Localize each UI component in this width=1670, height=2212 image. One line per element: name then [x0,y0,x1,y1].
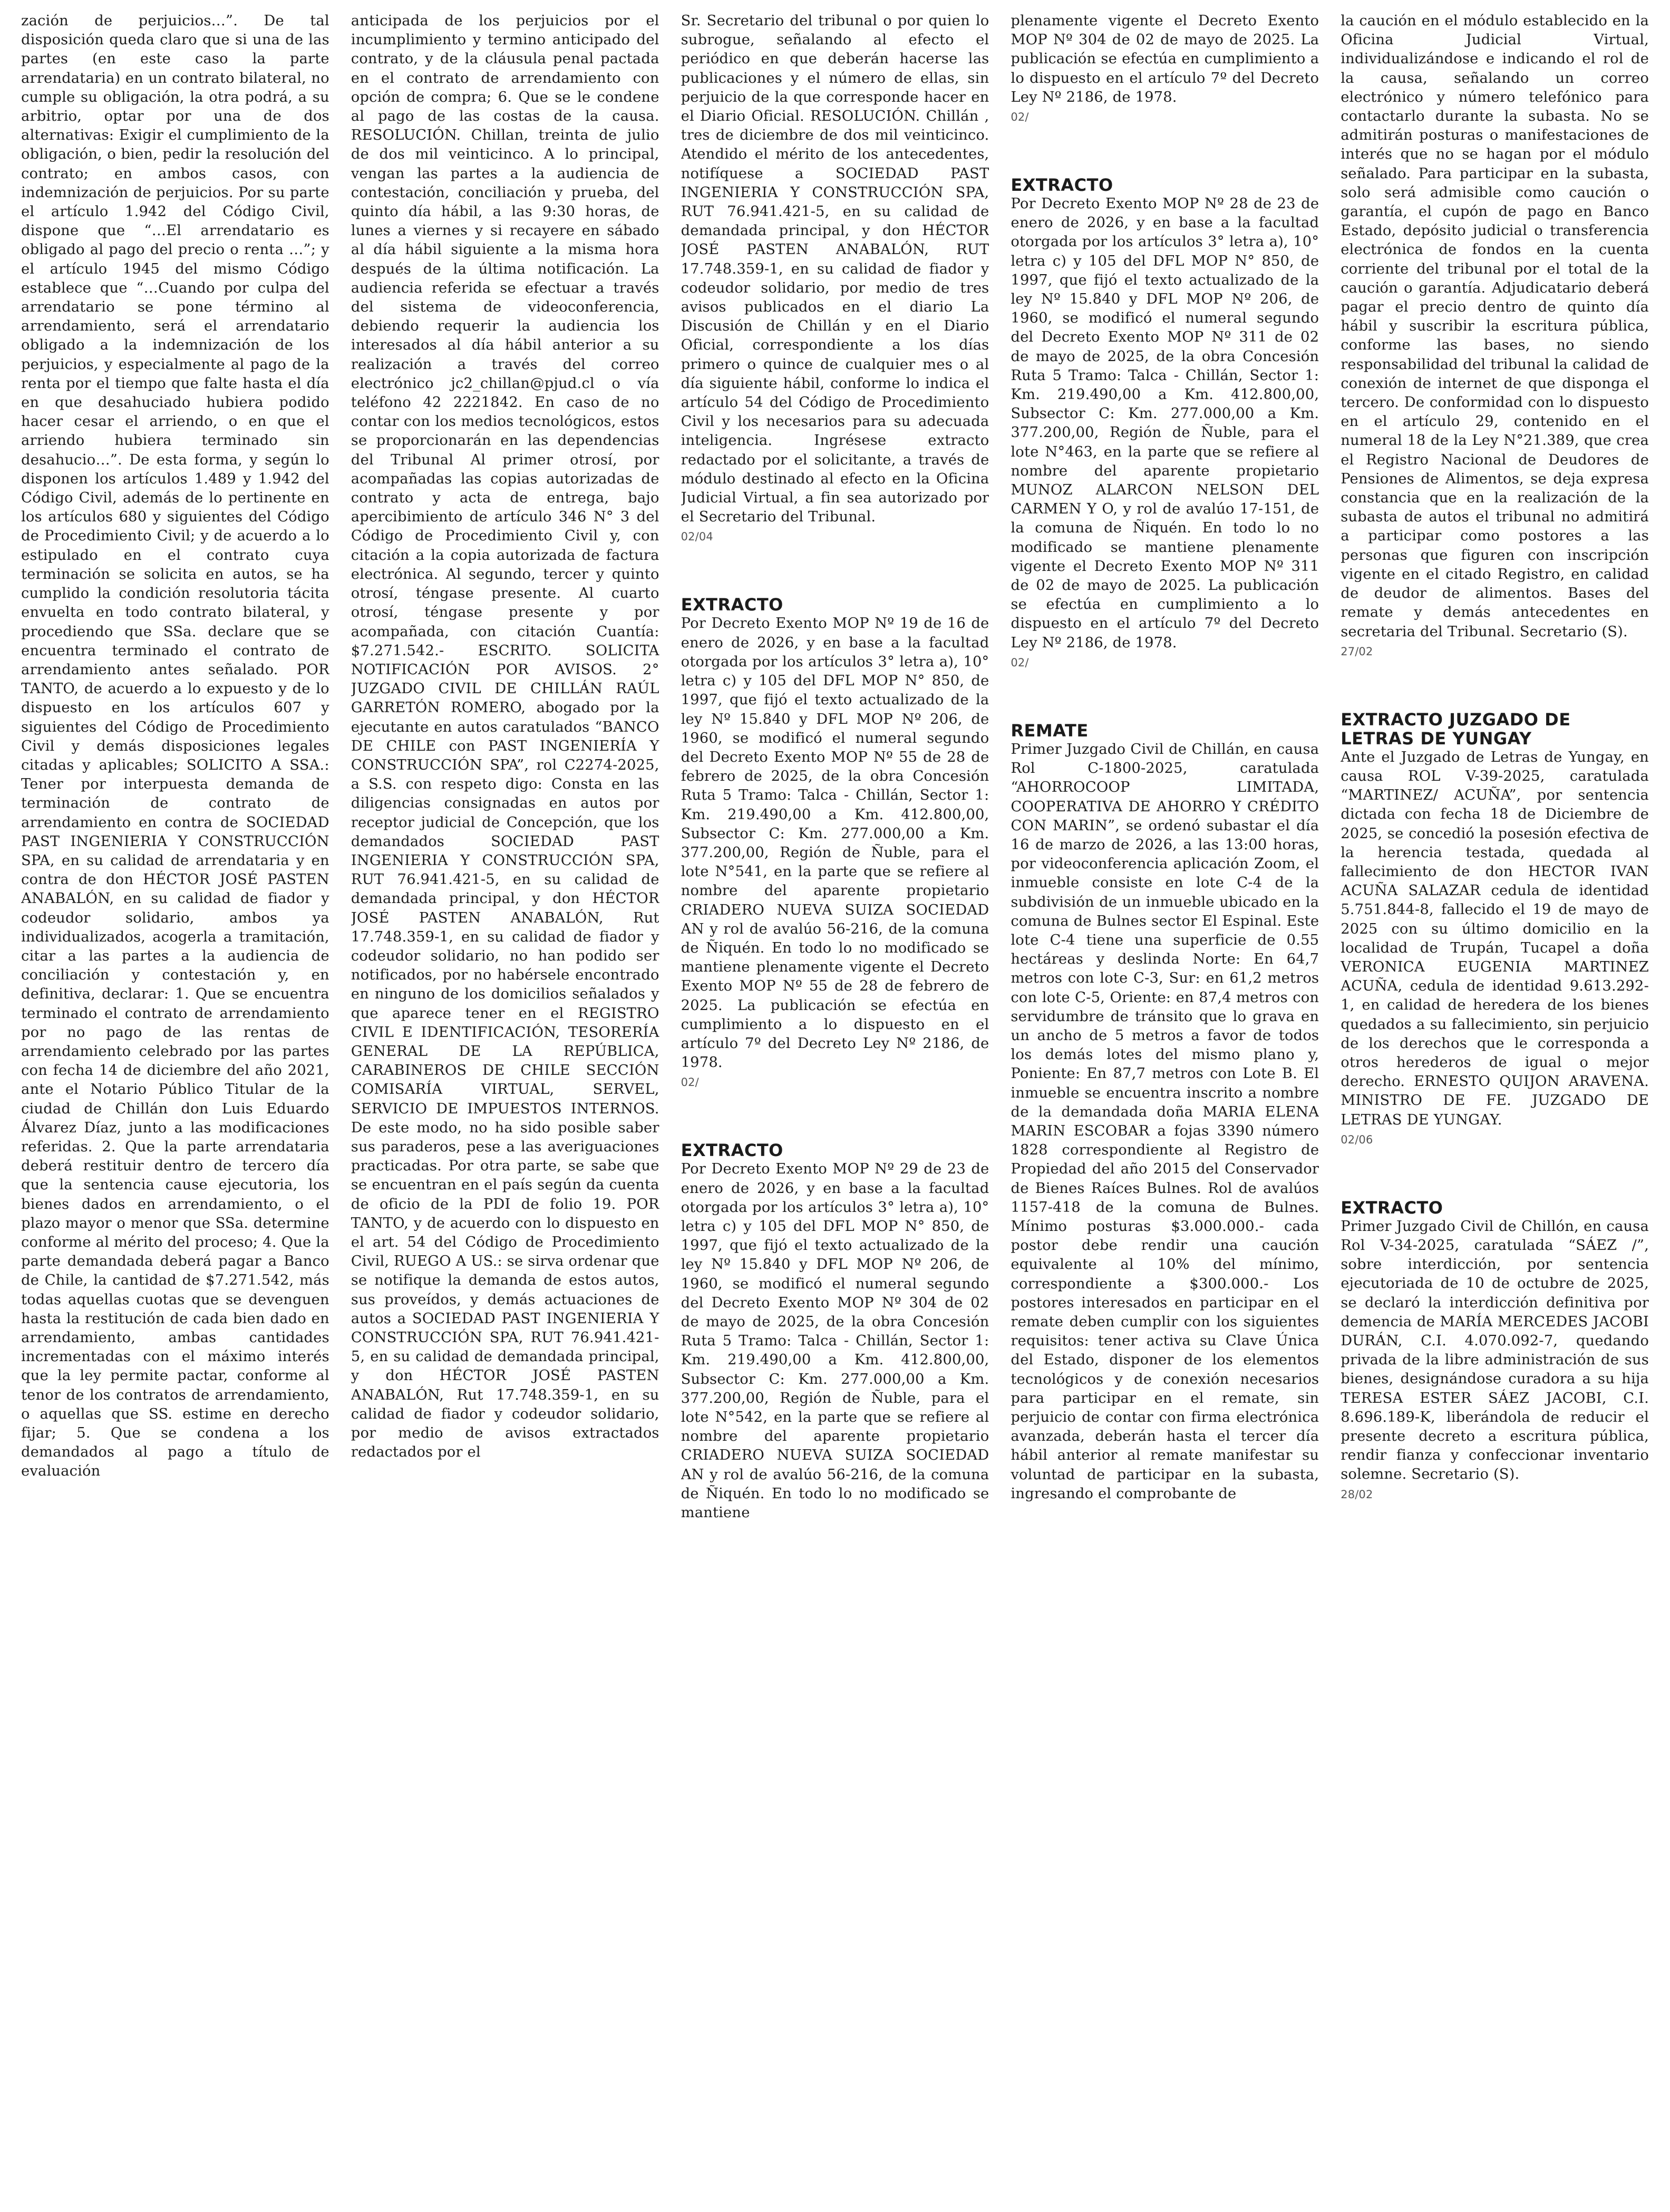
notice-code: 02/ [1011,111,1029,124]
notice-body: Por Decreto Exento MOP Nº 29 de 23 de enero de 2026, y en base a la facultad otorgada por los artículos 3° letra a), 10° letra c) y 105 del DFL MOP N° 850, de 1997, que fijó el texto actualizado de la ley Nº 15.840 y DFL MOP Nº 206, de 1960, se modificó el numeral segundo del Decreto Exento MOP Nº 304 de 02 de mayo de 2025, de la obra Concesión Ruta 5 Tramo: Talca - Chillán, Sector 1: Km. 219.490,00 a Km. 412.800,00, Subsector C: Km. 277.000,00 a Km. 377.200,00, Región de Ñuble, para el lote N°542, en la parte que se refiere al nombre del aparente propietario CRIADERO NUEVA SUIZA SOCIEDAD AN y rol de avalúo 56-216, de la comuna de Ñiquén. En todo lo no modificado se mantiene [681,1161,989,1521]
column-2 [351,12,659,2205]
notice-code: 02/04 [681,530,713,544]
notice-continuation [1341,12,1649,659]
notice-remate [1011,721,1319,1503]
notice-code: 02/06 [1341,1133,1373,1146]
notice-code: 02/ [681,1076,699,1089]
notice-body: Primer Juzgado Civil de Chillón, en causa Rol V-34-2025, caratulada “SÁEZ /”, sobre interdicción, por sentencia ejecutoriada de 10 de octubre de 2025, se declaró la interdicción definitiva por demencia de MARÍA MERCEDES JACOBI DURÁN, C.I. 4.070.092-7, quedando privada de la libre administración de sus bienes, designándose curadora a su hija TERESA ESTER SÁEZ JACOBI, C.I. 8.696.189-K, liberándola de reducir el presente decreto a escritura pública, rendir fianza y confeccionar inventario solemne. Secretario (S). [1341,1218,1649,1483]
column-1 [21,12,329,2205]
notice-body: Sr. Secretario del tribunal o por quien lo subrogue, señalando al efecto el periódico en que deberán hacerse las publicaciones y el número de ellas, sin perjuicio de la que corresponde hacer en el Diario Oficial. RESOLUCIÓN. Chillán , tres de diciembre de dos mil veinticinco. Atendido el mérito de los antecedentes, notifíquese a SOCIEDAD PAST INGENIERIA Y CONSTRUCCIÓN SPA, RUT 76.941.421-5, en su calidad de demandada principal, y don HÉCTOR JOSÉ PASTEN ANABALÓN, RUT 17.748.359-1, en su calidad de fiador y codeudor solidario, por medio de tres avisos publicados en el diario La Discusión de Chillán y en el Diario Oficial, correspondiente a los días primero o quince de cualquier mes o al día siguiente hábil, conforme lo indica el artículo 54 del Código de Procedimiento Civil y los necesarios para su adecuada inteligencia. Ingrésese extracto redactado por el solicitante, a través de módulo destinado al efecto en la Oficina Judicial Virtual, a fin sea autorizado por el Secretario del Tribunal. [681,13,989,526]
notice-code: 28/02 [1341,1488,1373,1501]
notice-heading: EXTRACTO JUZGADO DE LETRAS DE YUNGAY [1341,709,1571,749]
notice-heading: EXTRACTO [681,595,783,615]
notice-extracto [1011,176,1319,671]
notice-body: la caución en el módulo establecido en la Oficina Judicial Virtual, individualizándose e indicando el rol de la causa, señalando un correo electrónico y número telefónico para contactarlo durante la subasta. No se admitirán posturas o manifestaciones de interés que no se hagan por el módulo señalado. Para participar en la subasta, solo será admisible como caución o garantía, el cupón de pago en Banco Estado, depósito judicial o transferencia electrónica de fondos en la cuenta corriente del tribunal por el total de la caución o garantía. Adjudicatario deberá pagar el precio dentro de quinto día hábil y suscribir la escritura pública, conforme las bases, no siendo responsabilidad del tribunal la calidad de conexión de internet de que disponga el tercero. De conformidad con lo dispuesto en el artículo 29, contenido en el numeral 18 de la Ley N°21.389, que crea el Registro Nacional de Deudores de Pensiones de Alimentos, se deja expresa constancia que en la realización de la subasta de autos el tribunal no admitirá a participar como postores a las personas que figuren con inscripción vigente en el citado Registro, en calidad de deudor de alimentos. Bases del remate y demás antecedentes en secretaria del Tribunal. Secretario (S). [1341,13,1649,640]
notice-continuation [681,12,989,545]
column-5 [1341,12,1649,2205]
notice-continuation [1011,12,1319,125]
column-4 [1011,12,1319,2205]
notice-code: 27/02 [1341,645,1373,658]
notice-body: Por Decreto Exento MOP Nº 19 de 16 de enero de 2026, y en base a la facultad otorgada por los artículos 3° letra a), 10° letra c) y 105 del DFL MOP N° 850, de 1997, que fijó el texto actualizado de la ley Nº 15.840 y DFL MOP Nº 206, de 1960, se modificó el numeral segundo del Decreto Exento MOP Nº 55 de 28 de febrero de 2025, de la obra Concesión Ruta 5 Tramo: Talca - Chillán, Sector 1: Km. 219.490,00 a Km. 412.800,00, Subsector C: Km. 277.000,00 a Km. 377.200,00, Región de Ñuble, para el lote N°541, en la parte que se refiere al nombre del aparente propietario CRIADERO NUEVA SUIZA SOCIEDAD AN y rol de avalúo 56-216, de la comuna de Ñiquén. En todo lo no modificado se mantiene plenamente vigente el Decreto Exento MOP Nº 55 de 28 de febrero de 2025. La publicación se efectúa en cumplimiento a lo dispuesto en el artículo 7º del Decreto Ley Nº 2186, de 1978. [681,615,989,1071]
notice-heading: EXTRACTO [681,1140,783,1161]
notice-body: zación de perjuicios…”. De tal disposición queda claro que si una de las partes (en este caso la parte arrendataria) en un contrato bilateral, no cumple su obligación, la otra podrá, a su arbitrio, optar por una de dos alternativas: Exigir el cumplimiento de la obligación, o bien, pedir la resolución del contrato; en ambos casos, con indemnización de perjuicios. Por su parte el artículo 1.942 del Código Civil, dispone que “…El arrendatario es obligado al pago del precio o renta …”; y el artículo 1945 del mismo Código establece que “…Cuando por culpa del arrendatario se pone término al arrendamiento, será el arrendatario obligado a la indemnización de los perjuicios, y especialmente al pago de la renta por el tiempo que falte hasta el día en que desahuciado hubiera podido hacer cesar el arriendo, o en que el arriendo hubiera terminado sin desahucio…”. De esta forma, y según lo disponen los artículos 1.489 y 1.942 del Código Civil, además de lo pertinente en los artículos 680 y siguientes del Código de Procedimiento Civil; y de acuerdo a lo estipulado en el contrato cuya terminación se solicita en autos, se ha cumplido la condición resolutoria tácita envuelta en todo contrato bilateral, y procediendo que SSa. declare que se encuentra terminado el contrato de arrendamiento antes señalado. POR TANTO, de acuerdo a lo expuesto y de lo dispuesto en los artículos 607 y siguientes del Código de Procedimiento Civil y demás disposiciones legales citadas y aplicables; SOLICITO A SSA.: Tener por interpuesta demanda de terminación de contrato de arrendamiento en contra de SOCIEDAD PAST INGENIERIA Y CONSTRUCCIÓN SPA, en su calidad de arrendataria y en contra de don HÉCTOR JOSÉ PASTEN ANABALÓN, en su calidad de fiador y codeudor solidario, ambos ya individualizados, acogerla a tramitación, citar a las partes a la audiencia de conciliación y contestación y, en definitiva, declarar: 1. Que se encuentra terminado el contrato de arrendamiento por no pago de las rentas de arrendamiento celebrado por las partes con fecha 14 de diciembre del año 2021, ante el Notario Público Titular de la ciudad de Chillán don Luis Eduardo Álvarez Díaz, junto a las modificaciones referidas. 2. Que la parte arrendataria deberá restituir dentro de tercero día que la sentencia cause ejecutoria, los bienes dados en arrendamiento, o el plazo mayor o menor que SSa. determine conforme al mérito del proceso; 4. Que la parte demandada deberá pagar a Banco de Chile, la cantidad de $7.271.542, más todas aquellas cuotas que se devenguen hasta la restitución de cada bien dado en arrendamiento, ambas cantidades incrementadas con el máximo interés que la ley permite pactar, conforme al tenor de los contratos de arrendamiento, o aquellas que SS. estime en derecho fijar; 5. Que se condena a los demandados al pago a título de evaluación [21,13,329,1480]
column-3 [681,12,989,2205]
notice-body: Primer Juzgado Civil de Chillán, en causa Rol C-1800-2025, caratulada “AHORROCOOP LIMITADA, COOPERATIVA DE AHORRO Y CRÉDITO CON MARIN”, se ordenó subastar el día 16 de marzo de 2026, a las 13:00 horas, por videoconferencia aplicación Zoom, el inmueble consiste en lote C-4 de la subdivisión de un inmueble ubicado en la comuna de Bulnes sector El Espinal. Este lote C-4 tiene una superficie de 0.55 hectáreas y deslinda Norte: En 64,7 metros con lote C-3, Sur: en 61,2 metros con lote C-5, Oriente: en 87,4 metros con servidumbre de tránsito que lo grava en un ancho de 5 metros a favor de todos los demás lotes del mismo plano y, Poniente: En 87,7 metros con Lote B. El inmueble se encuentra inscrito a nombre de la demandada doña MARIA ELENA MARIN ESCOBAR a fojas 3390 número 1828 correspondiente al Registro de Propiedad del año 2015 del Conservador de Bienes Raíces Bulnes. Rol de avalúos 1157-418 de la comuna de Bulnes. Mínimo posturas $3.000.000.- cada postor debe rendir una caución equivalente al 10% del mínimo, correspondiente a $300.000.- Los postores interesados en participar en el remate deben cumplir con los siguientes requisitos: tener activa su Clave Única del Estado, disponer de los elementos tecnológicos y de conexión necesarios para participar en el remate, sin perjuicio de contar con firma electrónica avanzada, deberán hasta el tercer día hábil anterior al remate manifestar su voluntad de participar en la subasta, ingresando el comprobante de [1011,741,1319,1502]
notice-heading: EXTRACTO [1011,175,1113,196]
notice-continuation [21,12,329,1481]
notice-heading: EXTRACTO [1341,1197,1443,1218]
notice-continuation [351,12,659,1462]
notice-body: Por Decreto Exento MOP Nº 28 de 23 de enero de 2026, y en base a la facultad otorgada por los artículos 3° letra a), 10° letra c) y 105 del DFL MOP N° 850, de 1997, que fijó el texto actualizado de la ley Nº 15.840 y DFL MOP Nº 206, de 1960, se modificó el numeral segundo del Decreto Exento MOP Nº 311 de 02 de mayo de 2025, de la obra Concesión Ruta 5 Tramo: Talca - Chillán, Sector 1: Km. 219.490,00 a Km. 412.800,00, Subsector C: Km. 277.000,00 a Km. 377.200,00, Región de Ñuble, para el lote N°463, en la parte que se refiere al nombre del aparente propietario MUNOZ ALARCON NELSON DEL CARMEN Y O, y rol de avalúo 17-151, de la comuna de Ñiquén. En todo lo no modificado se mantiene plenamente vigente el Decreto Exento MOP Nº 311 de 02 de mayo de 2025. La publicación se efectúa en cumplimiento a lo dispuesto en el artículo 7º del Decreto Ley Nº 2186, de 1978. [1011,196,1319,651]
notice-body: anticipada de los perjuicios por el incumplimiento y termino anticipado del contrato, y de la cláusula penal pactada en el contrato de arrendamiento con opción de compra; 6. Que se le condene al pago de las costas de la causa. RESOLUCIÓN. Chillan, treinta de julio de dos mil veinticinco. A lo principal, vengan las partes a la audiencia de contestación, conciliación y prueba, del quinto día hábil, a las 9:30 horas, de lunes a viernes y si recayere en sábado al día hábil siguiente a la misma hora después de la última notificación. La audiencia referida se efectuar a través del sistema de videoconferencia, debiendo requerir la audiencia los interesados al día hábil anterior a su realización a través del correo electrónico jc2_chillan@pjud.cl o vía teléfono 42 2221842. En caso de no contar con los medios tecnológicos, estos se proporcionarán en las dependencias del Tribunal Al primer otrosí, por acompañadas las copias autorizadas de contrato y acta de entrega, bajo apercibimiento de artículo 346 N° 3 del Código de Procedimiento Civil y, con citación a la copia autorizada de factura electrónica. Al segundo, tercer y quinto otrosí, téngase presente. Al cuarto otrosí, téngase presente y por acompañada, con citación Cuantía: $7.271.542.- ESCRITO. SOLICITA NOTIFICACIÓN POR AVISOS. 2° JUZGADO CIVIL DE CHILLÁN RAÚL GARRETÓN ROMERO, abogado por la ejecutante en autos caratulados “BANCO DE CHILE con PAST INGENIERÍA Y CONSTRUCCIÓN SPA”, rol C2274-2025, a S.S. con respeto digo: Consta en las diligencias consignadas en autos por receptor judicial de Concepción, que los demandados SOCIEDAD PAST INGENIERIA Y CONSTRUCCIÓN SPA, RUT 76.941.421-5, en su calidad de demandada principal, y don HÉCTOR JOSÉ PASTEN ANABALÓN, Rut 17.748.359-1, en su calidad de fiador y codeudor solidario, no han podido ser notificados, por no habérsele encontrado en ninguno de los domicilios señalados y que aparece tener en el REGISTRO CIVIL E IDENTIFICACIÓN, TESORERÍA GENERAL DE LA REPÚBLICA, CARABINEROS DE CHILE SECCIÓN COMISARÍA VIRTUAL, SERVEL, SERVICIO DE IMPUESTOS INTERNOS. De este modo, no ha sido posible saber sus paraderos, pese a las averiguaciones practicadas. Por otra parte, se sabe que se encuentran en el país según da cuenta de oficio de la PDI de folio 19. POR TANTO, y de acuerdo con lo dispuesto en el art. 54 del Código de Procedimiento Civil, RUEGO A US.: se sirva ordenar que se notifique la demanda de estos autos, sus proveídos, y demás actuaciones de autos a SOCIEDAD PAST INGENIERIA Y CONSTRUCCIÓN SPA, RUT 76.941.421-5, en su calidad de demandada principal, y don HÉCTOR JOSÉ PASTEN ANABALÓN, Rut 17.748.359-1, en su calidad de fiador y codeudor solidario, por medio de avisos extractados redactados por el [351,13,659,1461]
notice-extracto-yungay [1341,710,1649,1148]
notice-heading: REMATE [1011,720,1089,741]
notice-extracto [681,1141,989,1522]
notice-body: Ante el Juzgado de Letras de Yungay, en causa ROL V-39-2025, caratulada “MARTINEZ/ ACUÑA”, por sentencia dictada con fecha 18 de Diciembre de 2025, se concedió la posesión efectiva de la herencia testada, quedada al fallecimiento de don HECTOR IVAN ACUÑA SALAZAR cedula de identidad 5.751.844-8, fallecido el 19 de mayo de 2025 con su último domicilio en la localidad de Trupán, Tucapel a doña VERONICA EUGENIA MARTINEZ ACUÑA, cedula de identidad 9.613.292-1, en calidad de heredera de los bienes quedados a su fallecimiento, sin perjuicio de los derechos que le corresponda a otros herederos de igual o mejor derecho. ERNESTO QUIJON ARAVENA. MINISTRO DE FE. JUZGADO DE LETRAS DE YUNGAY. [1341,749,1649,1128]
notice-body: plenamente vigente el Decreto Exento MOP Nº 304 de 02 de mayo de 2025. La publicación se efectúa en cumplimiento a lo dispuesto en el artículo 7º del Decreto Ley Nº 2186, de 1978. [1011,13,1319,105]
notice-extracto [1341,1198,1649,1502]
notice-extracto [681,595,989,1090]
newspaper-page [21,12,1649,2205]
notice-code: 02/ [1011,656,1029,669]
